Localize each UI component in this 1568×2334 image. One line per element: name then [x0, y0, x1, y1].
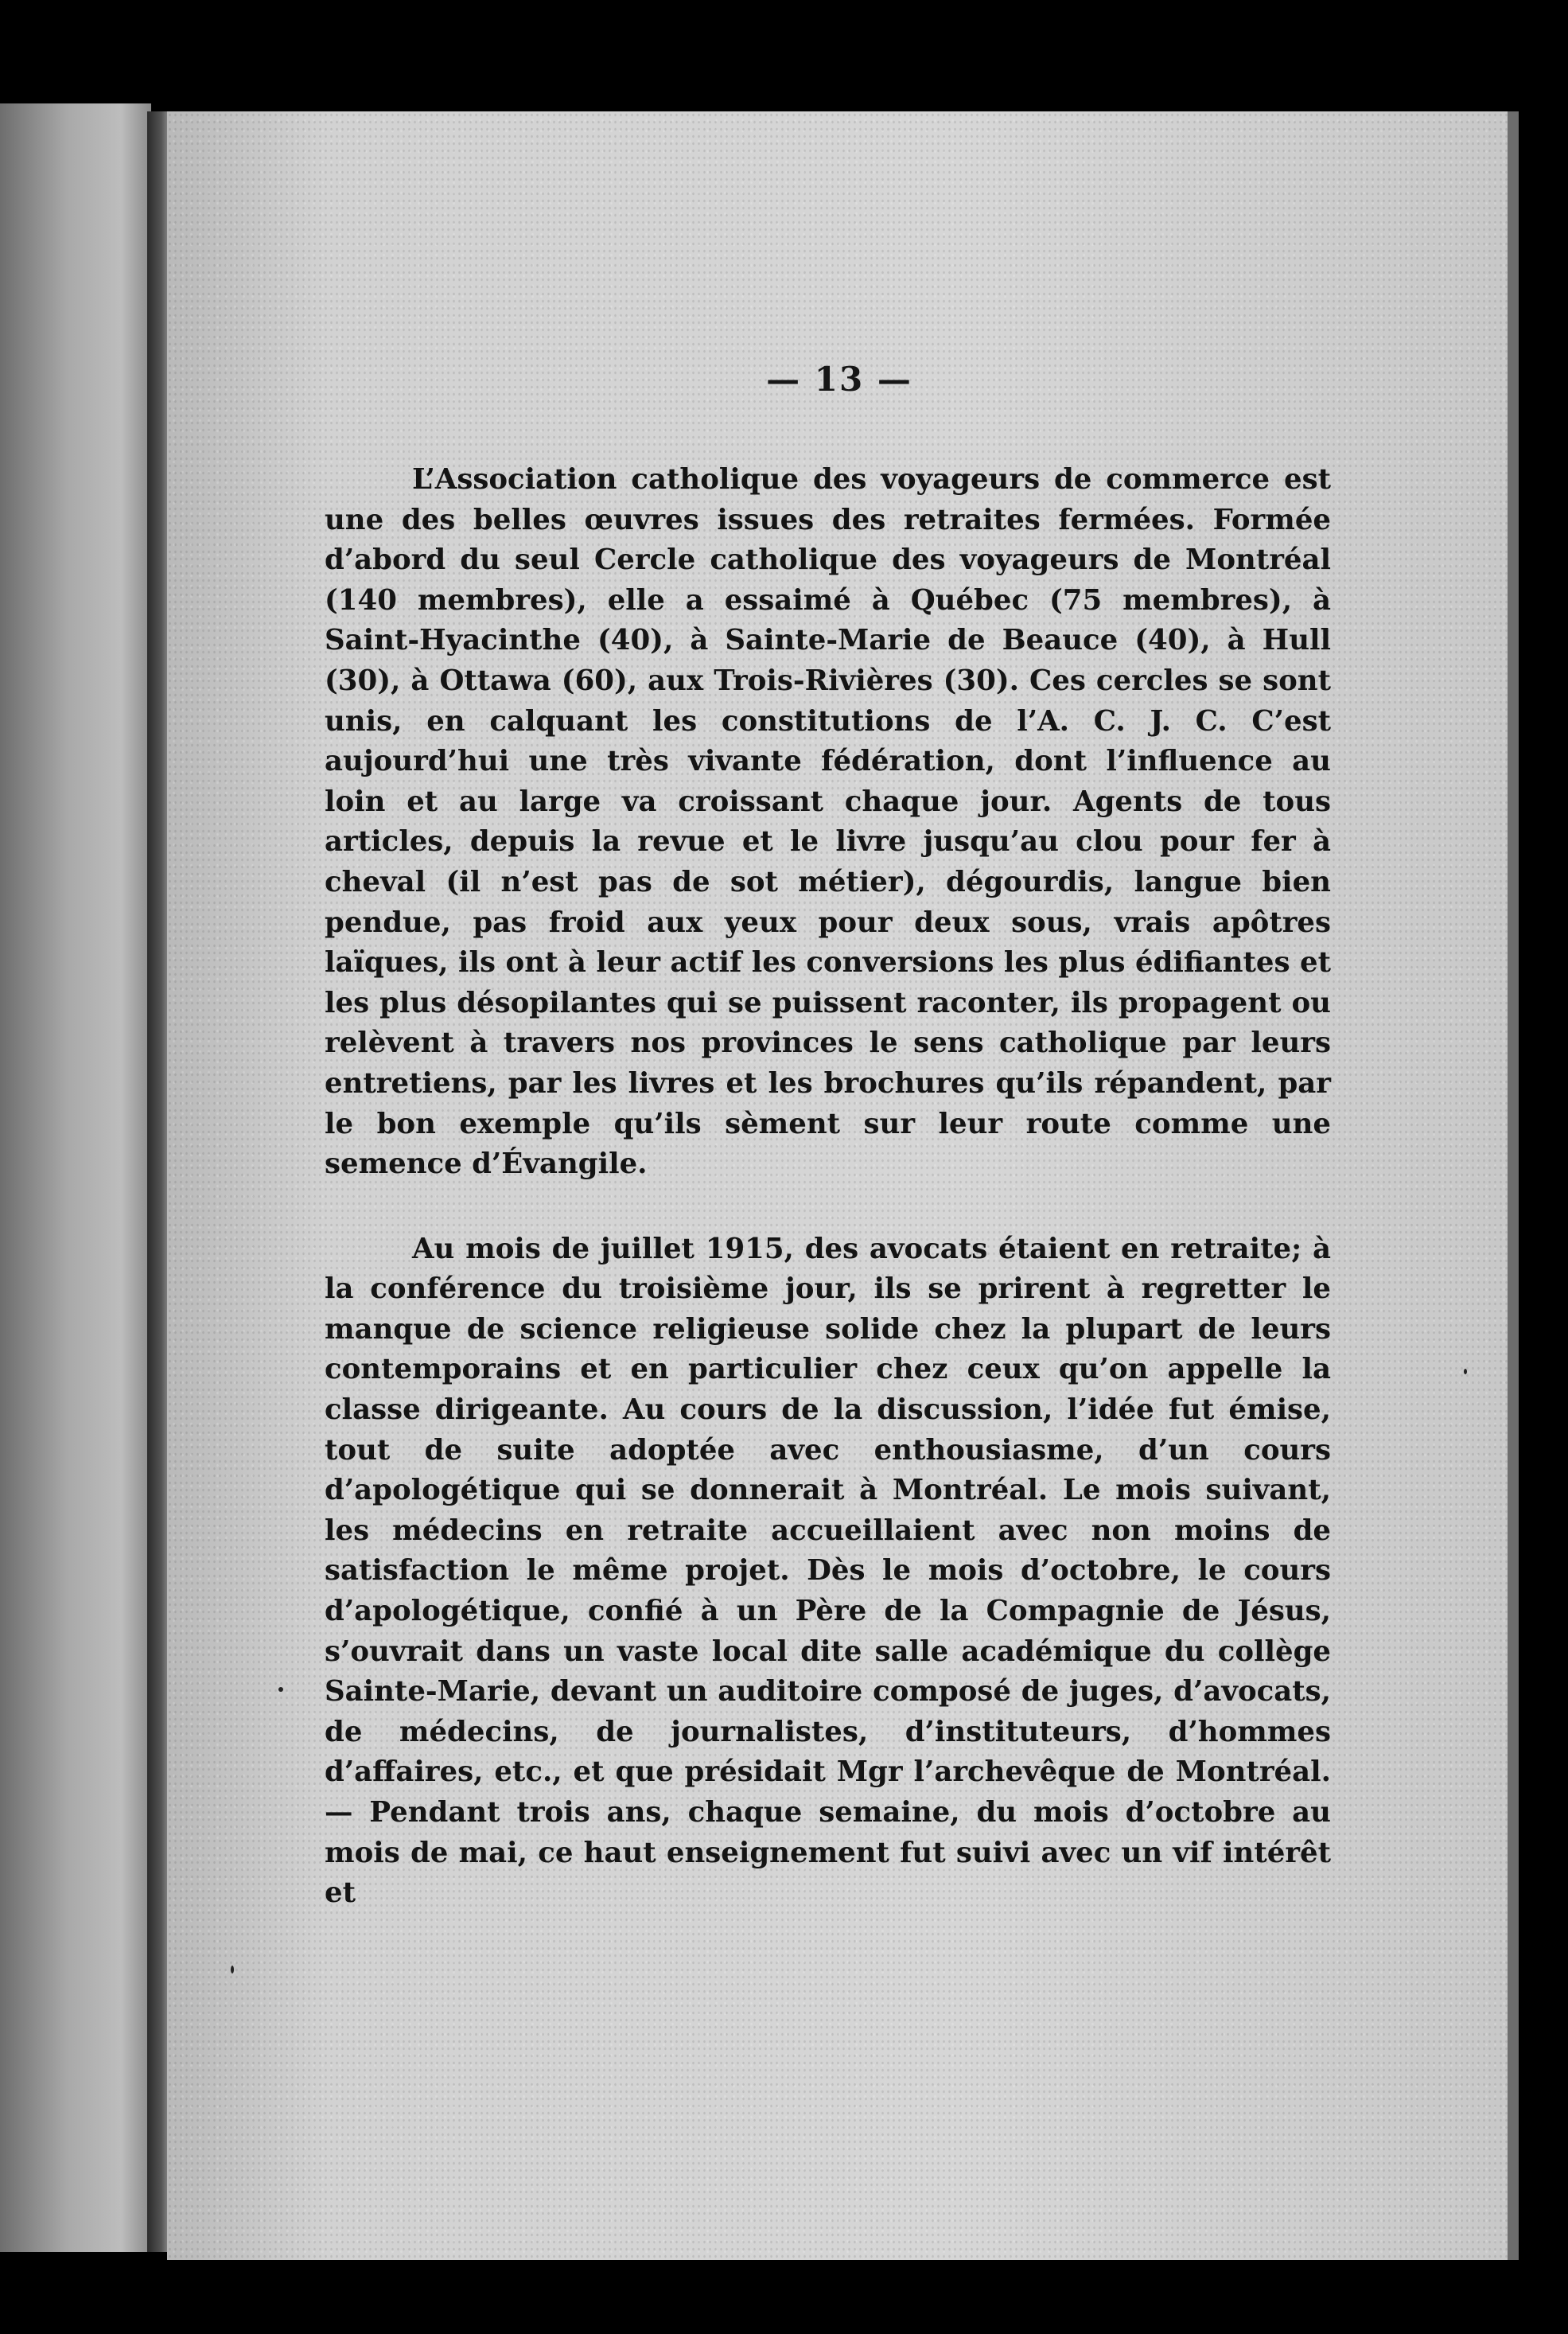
paragraph-voyageurs-association: L’Association catholique des voyageurs de commerce est une des belles œuvres issues des retraites fermées. Formée d’abord du seul Cercle catholique des voyageurs de Montréal (140 membres), elle a essaimé à Québec (75 membres), à Saint-Hyacinthe (40), à Sainte-Marie de Beauce (40), à Hull (30), à Ottawa (60), aux Trois-Rivières (30). Ces cercles se sont unis, en calquant les constitutions de l’A. C. J. C. C’est aujourd’hui une très vivante fédération, dont l’influence au loin et au large va croissant chaque jour. Agents de tous articles, depuis la revue et le livre jusqu’au clou pour fer à cheval (il n’est pas de sot métier), dégourdis, langue bien pendue, pas froid aux yeux pour deux sous, vrais apôtres laïques, ils ont à leur actif les conversions les plus édifiantes et les plus désopilantes qui se puissent raconter, ils propagent ou relèvent à travers nos provinces le sens catholique par leurs entretiens, par les livres et les brochures qu’ils répandent, par le bon exemple qu’ils sèment sur leur route comme une semence d’Évangile.	[325, 463, 1331, 1181]
page-number: — 13 —	[766, 360, 912, 399]
page-right-edge	[1508, 111, 1519, 2260]
paragraph-cours-apologetique: Au mois de juillet 1915, des avocats étaient en retraite; à la conférence du troisième jour, ils se prirent à regretter le manque de science religieuse solide chez la plupart de leurs contemporains et en particulier chez ceux qu’on appelle la classe dirigeante. Au cours de la discussion, l’idée fut émise, tout de suite adoptée avec enthousiasme, d’un cours d’apologétique qui se donnerait à Montréal. Le mois suivant, les médecins en retraite accueillaient avec non moins de satisfaction le même projet. Dès le mois d’octobre, le cours d’apologétique, confié à un Père de la Compagnie de Jésus, s’ouvrait dans un vaste local dite salle académique du collège Sainte-Marie, devant un auditoire composé de juges, d’avocats, de médecins, de journalistes, d’instituteurs, d’hommes d’affaires, etc., et que présidait Mgr l’archevêque de Montréal. — Pendant trois ans, chaque semaine, du mois d’octobre au mois de mai, ce haut enseignement fut suivi avec un vif intérêt et	[325, 1232, 1331, 1910]
book-page	[167, 111, 1512, 2260]
facing-page-edge	[0, 103, 151, 2252]
dust-speck	[1464, 1369, 1467, 1374]
dust-speck	[231, 1966, 234, 1974]
body-text	[325, 460, 1331, 1914]
dust-speck	[278, 1687, 283, 1692]
